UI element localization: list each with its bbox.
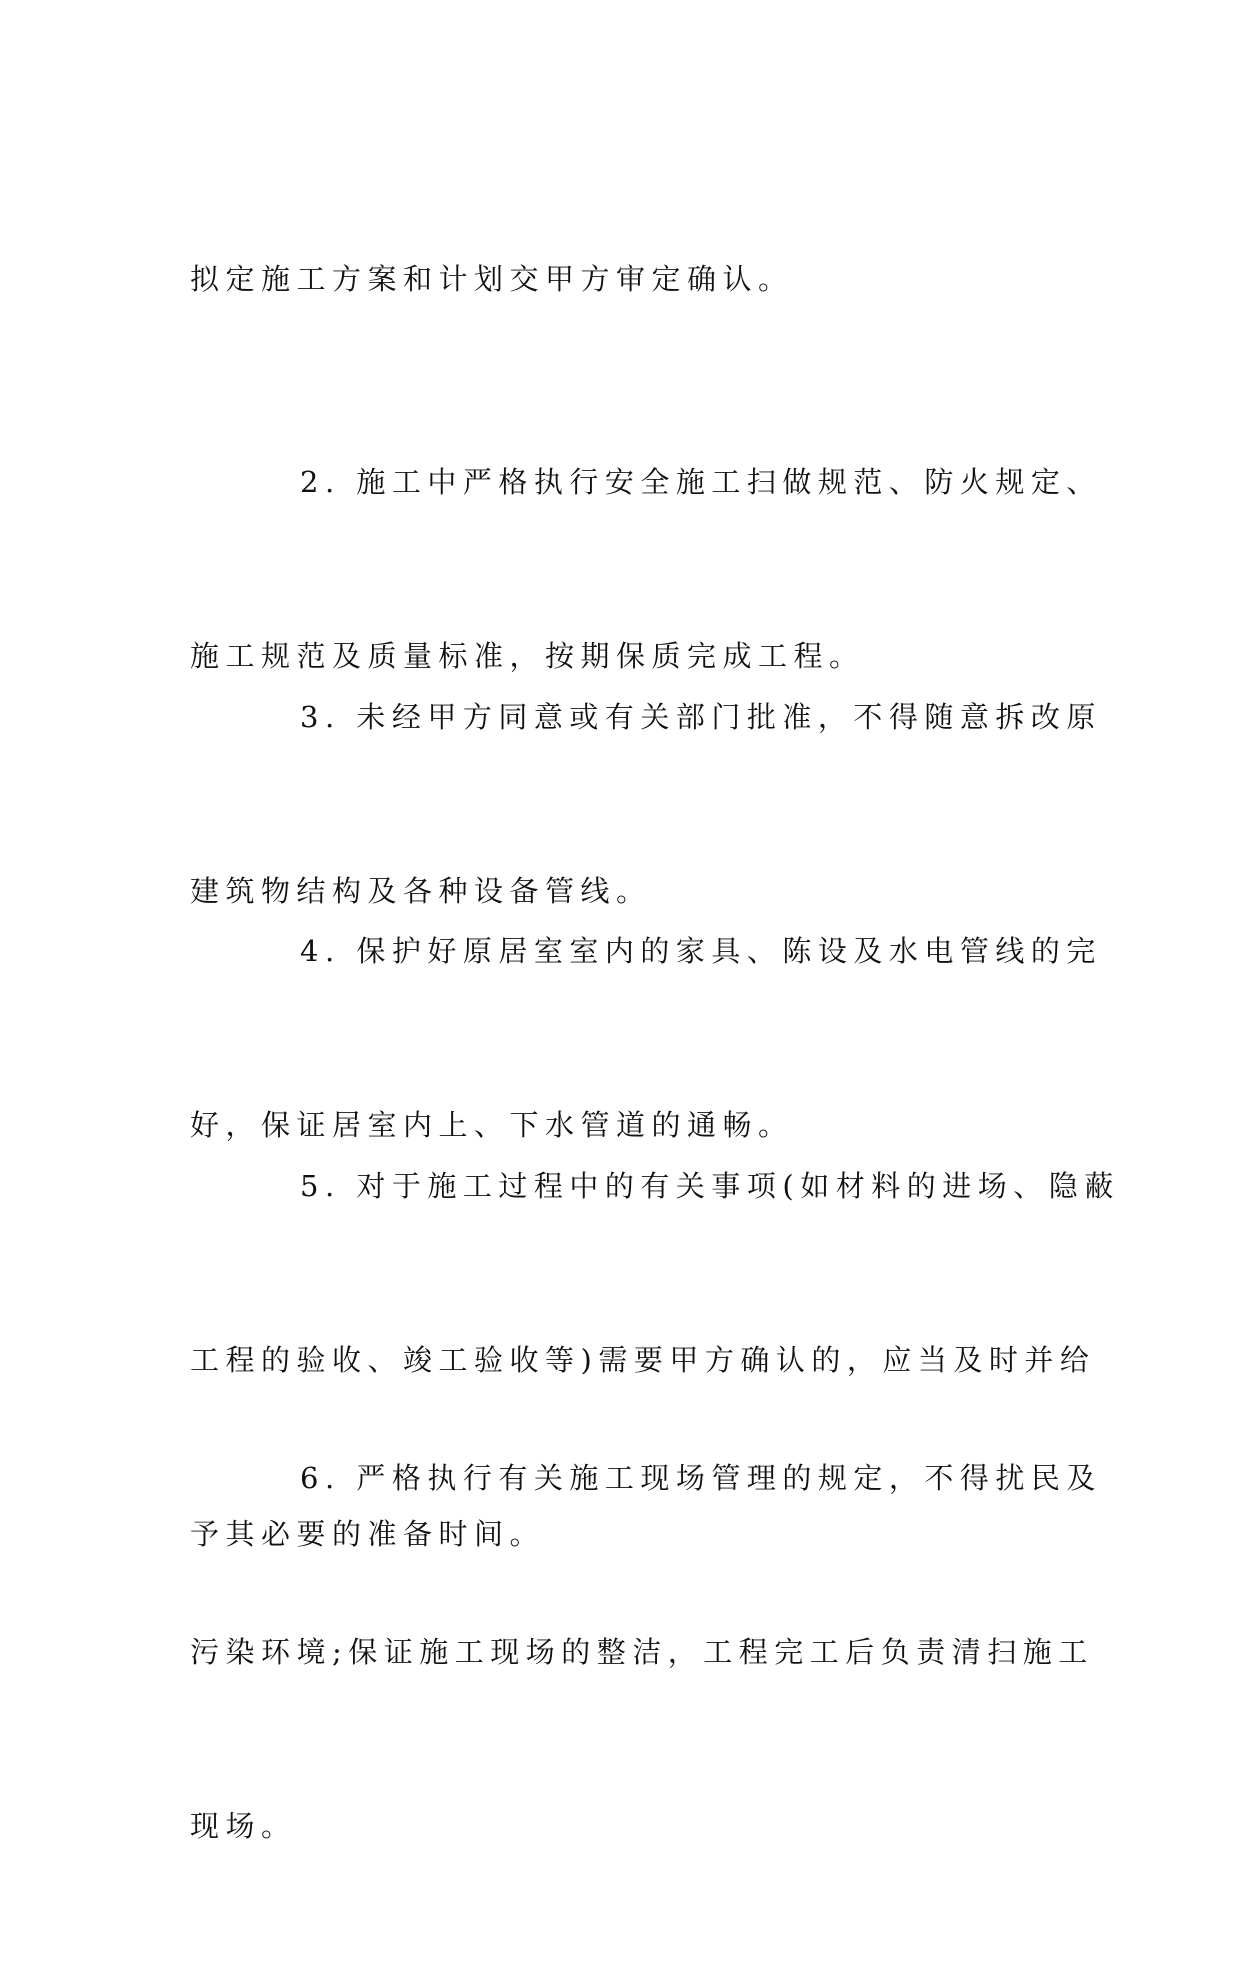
paragraph-line: 5. 对于施工过程中的有关事项(如材料的进场、隐蔽 [300,1169,1120,1203]
paragraph-line: 建筑物结构及各种设备管线。 [190,874,652,908]
paragraph-line: 2. 施工中严格执行安全施工扫做规范、防火规定、 [300,465,1102,499]
paragraph-line: 施工规范及质量标准，按期保质完成工程。 [190,639,865,673]
paragraph-line: 予其必要的准备时间。 [190,1517,546,1551]
paragraph-line: 好，保证居室内上、下水管道的通畅。 [190,1108,794,1142]
paragraph-line: 工程的验收、竣工验收等)需要甲方确认的，应当及时并给 [190,1343,1096,1377]
paragraph-line: 拟定施工方案和计划交甲方审定确认。 [190,262,794,296]
paragraph-line: 现场。 [190,1809,297,1843]
paragraph-line: 4. 保护好原居室室内的家具、陈设及水电管线的完 [300,934,1102,968]
paragraph-line: 3. 未经甲方同意或有关部门批准，不得随意拆改原 [300,700,1102,734]
paragraph-item-6 [190,1333,1102,1971]
paragraph-line: 6. 严格执行有关施工现场管理的规定，不得扰民及 [300,1461,1102,1495]
paragraph-line: 污染环境;保证施工现场的整洁，工程完工后负责清扫施工 [190,1635,1094,1669]
